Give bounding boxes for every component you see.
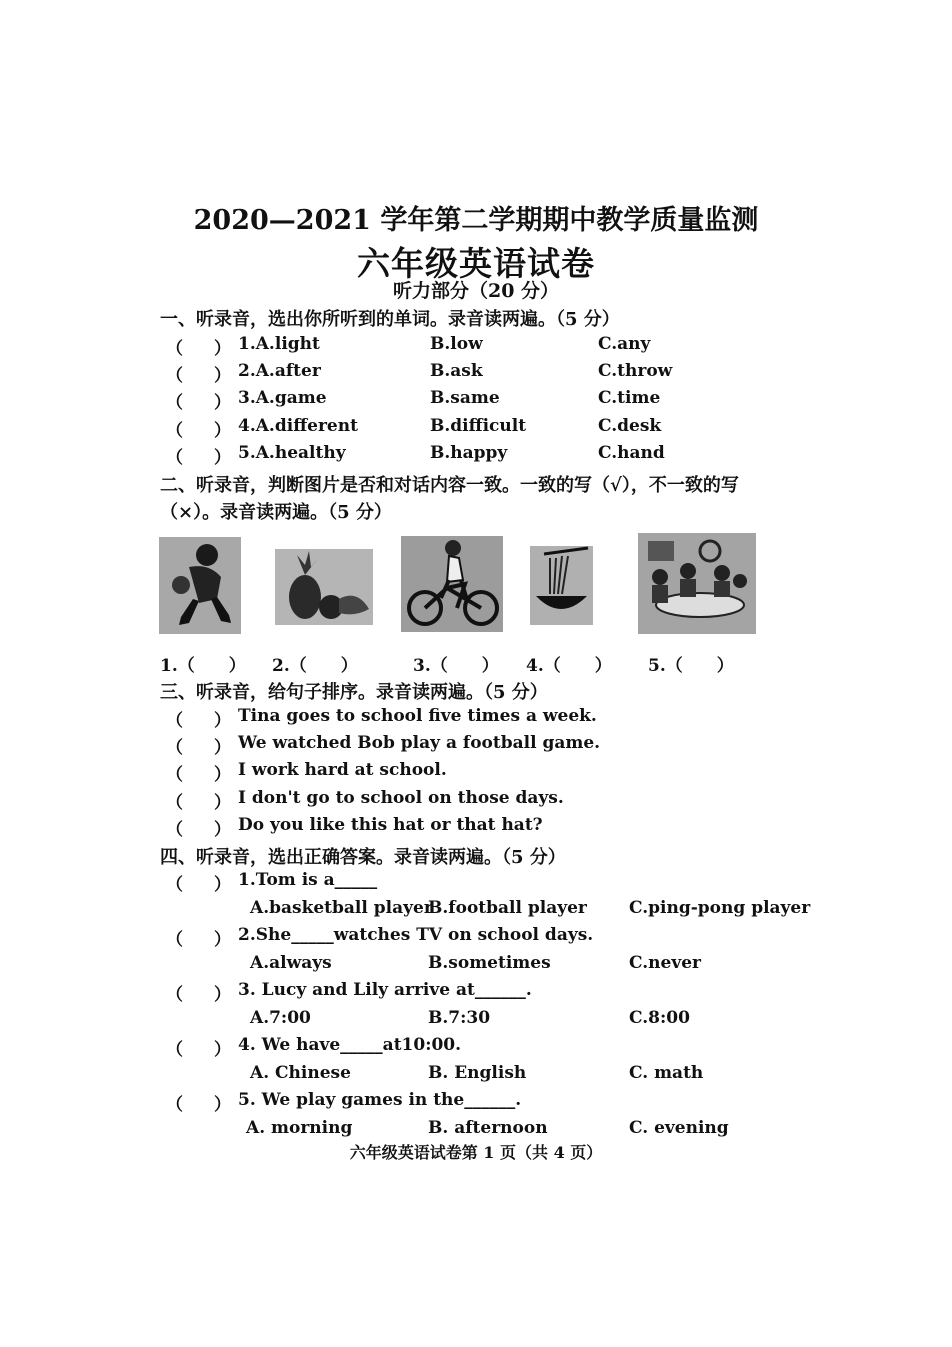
close-paren: ）: [214, 1095, 231, 1115]
listening-part-title: 听力部分（20 分）: [392, 280, 560, 302]
open-paren: （: [166, 421, 183, 441]
section1-title: 一、听录音，选出你所听到的单词。录音读两遍。（5 分）: [160, 309, 620, 330]
option-b: B.ask: [430, 361, 483, 381]
close-paren: ）: [214, 421, 231, 441]
option-c: C.never: [629, 953, 701, 973]
option-a: 2.A.after: [238, 361, 321, 381]
open-paren: （: [166, 1040, 183, 1060]
close-paren: ）: [214, 393, 231, 413]
open-paren: （: [166, 366, 183, 386]
option-b: B.difficult: [430, 416, 527, 436]
section4-title: 四、听录音，选出正确答案。录音读两遍。（5 分）: [160, 847, 566, 868]
cyclist-picture: [401, 536, 503, 632]
fruit-picture: [275, 549, 373, 625]
open-paren: （: [166, 985, 183, 1005]
noodles-picture: [530, 546, 593, 625]
basketball-player-picture: [159, 537, 241, 634]
question-text: 3. Lucy and Lily arrive at______.: [238, 980, 532, 1000]
option-a: A.7:00: [250, 1008, 311, 1028]
option-b: B.same: [430, 388, 500, 408]
open-paren: （: [166, 875, 183, 895]
picture-answer-3: 3.（ ）: [413, 656, 499, 676]
open-paren: （: [166, 793, 183, 813]
close-paren: ）: [214, 711, 231, 731]
sentence-text: I work hard at school.: [238, 760, 447, 780]
option-a: A.always: [250, 953, 332, 973]
close-paren: ）: [214, 793, 231, 813]
option-b: B.football player: [428, 898, 587, 918]
open-paren: （: [166, 765, 183, 785]
question-text: 2.She_____watches TV on school days.: [238, 925, 594, 945]
open-paren: （: [166, 711, 183, 731]
sentence-text: Tina goes to school five times a week.: [238, 706, 597, 726]
option-c: C.ping-pong player: [629, 898, 811, 918]
close-paren: ）: [214, 765, 231, 785]
exam-title-line2: 六年级英语试卷: [357, 244, 595, 283]
option-a: A.basketball player: [250, 898, 433, 918]
picture-answer-5: 5.（ ）: [648, 656, 734, 676]
option-c: C. math: [629, 1063, 704, 1083]
picture-answer-4: 4.（ ）: [526, 656, 612, 676]
option-c: C.8:00: [629, 1008, 690, 1028]
close-paren: ）: [214, 875, 231, 895]
open-paren: （: [166, 820, 183, 840]
section2-title-line1: 二、听录音，判断图片是否和对话内容一致。一致的写（√），不一致的写: [160, 475, 739, 496]
open-paren: （: [166, 393, 183, 413]
option-c: C.desk: [598, 416, 662, 436]
close-paren: ）: [214, 738, 231, 758]
close-paren: ）: [214, 448, 231, 468]
picture-answer-2: 2.（ ）: [272, 656, 358, 676]
sentence-text: Do you like this hat or that hat?: [238, 815, 543, 835]
question-text: 5. We play games in the______.: [238, 1090, 522, 1110]
option-c: C. evening: [629, 1118, 729, 1138]
close-paren: ）: [214, 820, 231, 840]
section2-title-line2: （×）。录音读两遍。（5 分）: [160, 502, 392, 523]
option-c: C.any: [598, 334, 651, 354]
close-paren: ）: [214, 339, 231, 359]
option-a: 5.A.healthy: [238, 443, 346, 463]
option-a: 4.A.different: [238, 416, 358, 436]
option-b: B.low: [430, 334, 483, 354]
close-paren: ）: [214, 366, 231, 386]
open-paren: （: [166, 448, 183, 468]
option-c: C.hand: [598, 443, 665, 463]
open-paren: （: [166, 1095, 183, 1115]
option-a: 3.A.game: [238, 388, 327, 408]
question-text: 4. We have_____at10:00.: [238, 1035, 462, 1055]
option-b: B.happy: [430, 443, 508, 463]
option-b: B. English: [428, 1063, 527, 1083]
open-paren: （: [166, 738, 183, 758]
sentence-text: I don't go to school on those days.: [238, 788, 564, 808]
close-paren: ）: [214, 930, 231, 950]
sentence-text: We watched Bob play a football game.: [238, 733, 601, 753]
close-paren: ）: [214, 1040, 231, 1060]
open-paren: （: [166, 339, 183, 359]
open-paren: （: [166, 930, 183, 950]
option-b: B. afternoon: [428, 1118, 548, 1138]
option-c: C.time: [598, 388, 661, 408]
option-c: C.throw: [598, 361, 673, 381]
picture-answer-1: 1.（ ）: [160, 656, 246, 676]
option-b: B.7:30: [428, 1008, 491, 1028]
option-b: B.sometimes: [428, 953, 551, 973]
exam-title-line1: 2020—2021 学年第二学期期中教学质量监测: [193, 205, 759, 236]
section3-title: 三、听录音，给句子排序。录音读两遍。（5 分）: [160, 682, 548, 703]
option-a: A. morning: [246, 1118, 353, 1138]
page-footer: 六年级英语试卷第 1 页（共 4 页）: [349, 1143, 603, 1162]
option-a: 1.A.light: [238, 334, 320, 354]
close-paren: ）: [214, 985, 231, 1005]
family-dinner-picture: [638, 533, 756, 634]
option-a: A. Chinese: [250, 1063, 351, 1083]
question-text: 1.Tom is a_____: [238, 870, 378, 890]
